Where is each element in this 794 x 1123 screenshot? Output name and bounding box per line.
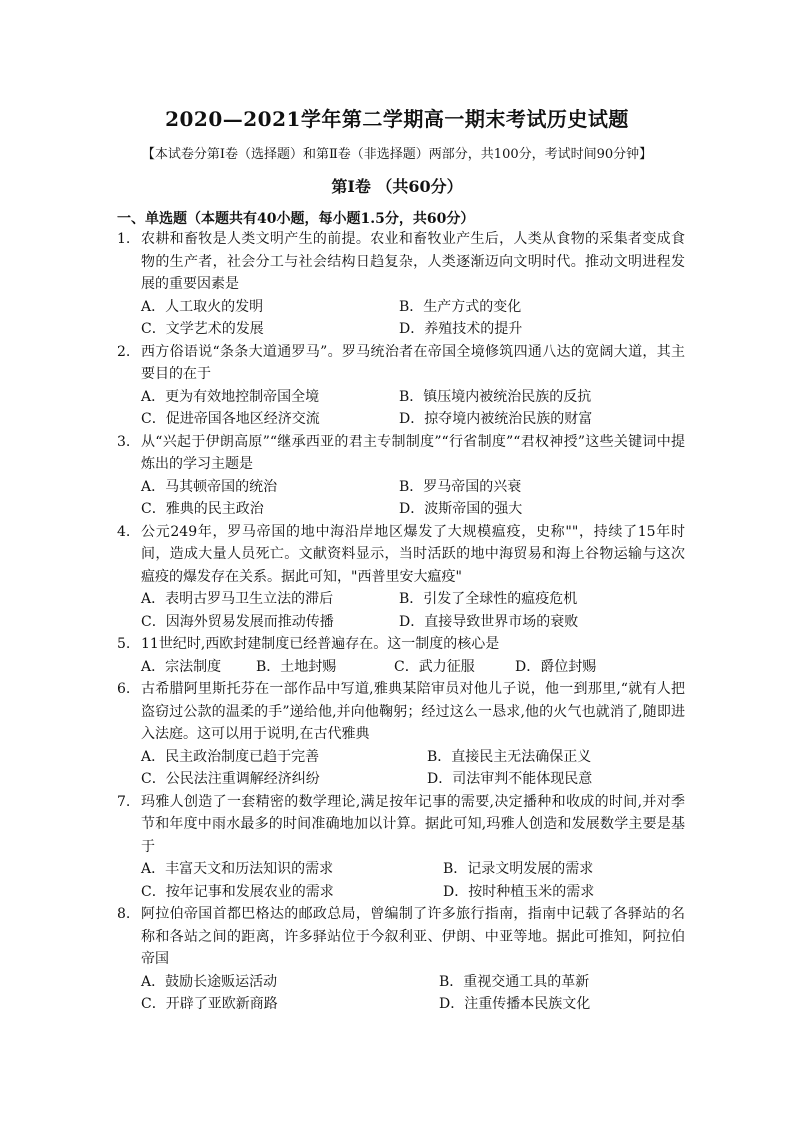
option-a: A．人工取火的发明 bbox=[141, 298, 264, 315]
option-b: B．罗马帝国的兴衰 bbox=[399, 478, 522, 495]
option-a: A．丰富天文和历法知识的需求 bbox=[141, 861, 334, 877]
option-d: D．注重传播本民族文化 bbox=[439, 996, 591, 1012]
option-a: A．马其顿帝国的统治 bbox=[141, 478, 278, 495]
option-d: D．司法审判不能体现民意 bbox=[427, 771, 593, 787]
question-number: 1. bbox=[117, 231, 131, 247]
option-group bbox=[117, 858, 685, 903]
exam-title: 2020—2021学年第二学期高一期末考试历史试题 bbox=[165, 107, 629, 131]
option-d: D．爵位封赐 bbox=[515, 658, 597, 675]
question-number: 2. bbox=[117, 343, 131, 360]
option-b: B．记录文明发展的需求 bbox=[443, 861, 594, 877]
option-group bbox=[117, 588, 685, 633]
option-d: D．按时种植玉米的需求 bbox=[443, 883, 595, 900]
option-group bbox=[117, 296, 685, 341]
question-5 bbox=[117, 633, 685, 678]
option-c: C．公民法注重调解经济纠纷 bbox=[141, 771, 320, 787]
option-d: D．养殖技术的提升 bbox=[399, 321, 523, 337]
option-group bbox=[117, 476, 685, 521]
question-stem: 玛雅人创造了一套精密的数学理论,满足按年记事的需要,决定播种和收成的时间,并对季节和年度中雨水最多的时间准确地加以计算。据此可知,玛雅人创造和发展数学主要是基于 bbox=[141, 793, 685, 855]
question-3 bbox=[117, 431, 685, 521]
question-stem: 古希腊阿里斯托芬在一部作品中写道,雅典某陪审员对他儿子说，他一到那里,“就有人把盗窃过公款的温柔的手”递给他,并向他鞠躬；经过这么一恳求,他的火气也就消了,随即进入法庭。这可以用于说明,在古代雅典 bbox=[141, 681, 685, 742]
option-d: D．直接导致世界市场的衰败 bbox=[399, 613, 579, 630]
question-number: 6. bbox=[117, 681, 131, 697]
option-d: D．掠夺境内被统治民族的财富 bbox=[399, 411, 593, 427]
option-a: A．表明古罗马卫生立法的滞后 bbox=[141, 591, 334, 607]
option-b: B．生产方式的变化 bbox=[399, 298, 522, 315]
question-1 bbox=[117, 228, 685, 341]
exam-subtitle: 【本试卷分第Ⅰ卷（选择题）和第Ⅱ卷（非选择题）两部分，共100分，考试时间90分钟】 bbox=[141, 147, 653, 162]
part-heading: 第Ⅰ卷 （共60分） bbox=[331, 177, 463, 196]
question-number: 7. bbox=[117, 793, 131, 810]
question-number: 8. bbox=[117, 906, 131, 922]
option-b: B．直接民主无法确保正义 bbox=[427, 748, 592, 765]
question-4 bbox=[117, 521, 685, 634]
option-a: A．宗法制度 bbox=[141, 658, 222, 675]
option-group bbox=[117, 971, 685, 1016]
question-6 bbox=[117, 678, 685, 791]
question-stem: 公元249年，罗马帝国的地中海沿岸地区爆发了大规模瘟疫，史称""，持续了15年时间，造成大量人员死亡。文献资料显示，当时活跃的地中海贸易和海上谷物运输与这次瘟疫的爆发存在关系。据此可知，"西普里安大瘟疫" bbox=[141, 523, 685, 585]
option-b: B．引发了全球性的瘟疫危机 bbox=[399, 591, 578, 607]
question-number: 3. bbox=[117, 433, 131, 450]
option-c: C．开辟了亚欧新商路 bbox=[141, 996, 278, 1012]
question-stem: 西方俗语说“条条大道通罗马”。罗马统治者在帝国全境修筑四通八达的宽阔大道，其主要目的在于 bbox=[141, 343, 685, 382]
question-7 bbox=[117, 791, 685, 904]
option-c: C．武力征服 bbox=[394, 658, 475, 675]
option-c: C．文学艺术的发展 bbox=[141, 321, 264, 337]
option-c: C．雅典的民主政治 bbox=[141, 501, 264, 517]
question-number: 4. bbox=[117, 523, 131, 540]
question-stem: 农耕和畜牧是人类文明产生的前提。农业和畜牧业产生后，人类从食物的采集者变成食物的生产者，社会分工与社会结构日趋复杂，人类逐渐迈向文明时代。推动文明进程发展的重要因素是 bbox=[141, 231, 685, 292]
option-b: B．土地封赐 bbox=[256, 658, 337, 675]
option-group bbox=[117, 746, 685, 791]
option-c: C．按年记事和发展农业的需求 bbox=[141, 883, 334, 900]
question-8 bbox=[117, 903, 685, 1016]
section-heading: 一、单选题（本题共有40小题，每小题1.5分，共60分） bbox=[117, 211, 475, 227]
option-c: C．因海外贸易发展而推动传播 bbox=[141, 613, 334, 630]
question-stem: 阿拉伯帝国首都巴格达的邮政总局，曾编制了许多旅行指南，指南中记载了各驿站的名称和各站之间的距离，许多驿站位于今叙利亚、伊朗、中亚等地。据此可推知，阿拉伯帝国 bbox=[141, 906, 685, 967]
option-c: C．促进帝国各地区经济交流 bbox=[141, 411, 320, 427]
question-list bbox=[117, 228, 685, 1016]
option-group bbox=[117, 386, 685, 431]
option-a: A．民主政治制度已趋于完善 bbox=[141, 748, 320, 765]
option-b: B．镇压境内被统治民族的反抗 bbox=[399, 388, 592, 405]
option-a: A．鼓励长途贩运活动 bbox=[141, 973, 278, 990]
question-number: 5. bbox=[117, 636, 131, 652]
option-d: D．波斯帝国的强大 bbox=[399, 501, 523, 517]
option-a: A．更为有效地控制帝国全境 bbox=[141, 388, 320, 405]
question-stem: 从“兴起于伊朗高原”“继承西亚的君主专制制度”“行省制度”“君权神授”这些关键词中提炼出的学习主题是 bbox=[141, 433, 685, 472]
option-group bbox=[117, 656, 685, 679]
question-2 bbox=[117, 341, 685, 431]
option-b: B．重视交通工具的革新 bbox=[439, 973, 590, 990]
question-stem: 11世纪时,西欧封建制度已经普遍存在。这一制度的核心是 bbox=[141, 636, 500, 652]
